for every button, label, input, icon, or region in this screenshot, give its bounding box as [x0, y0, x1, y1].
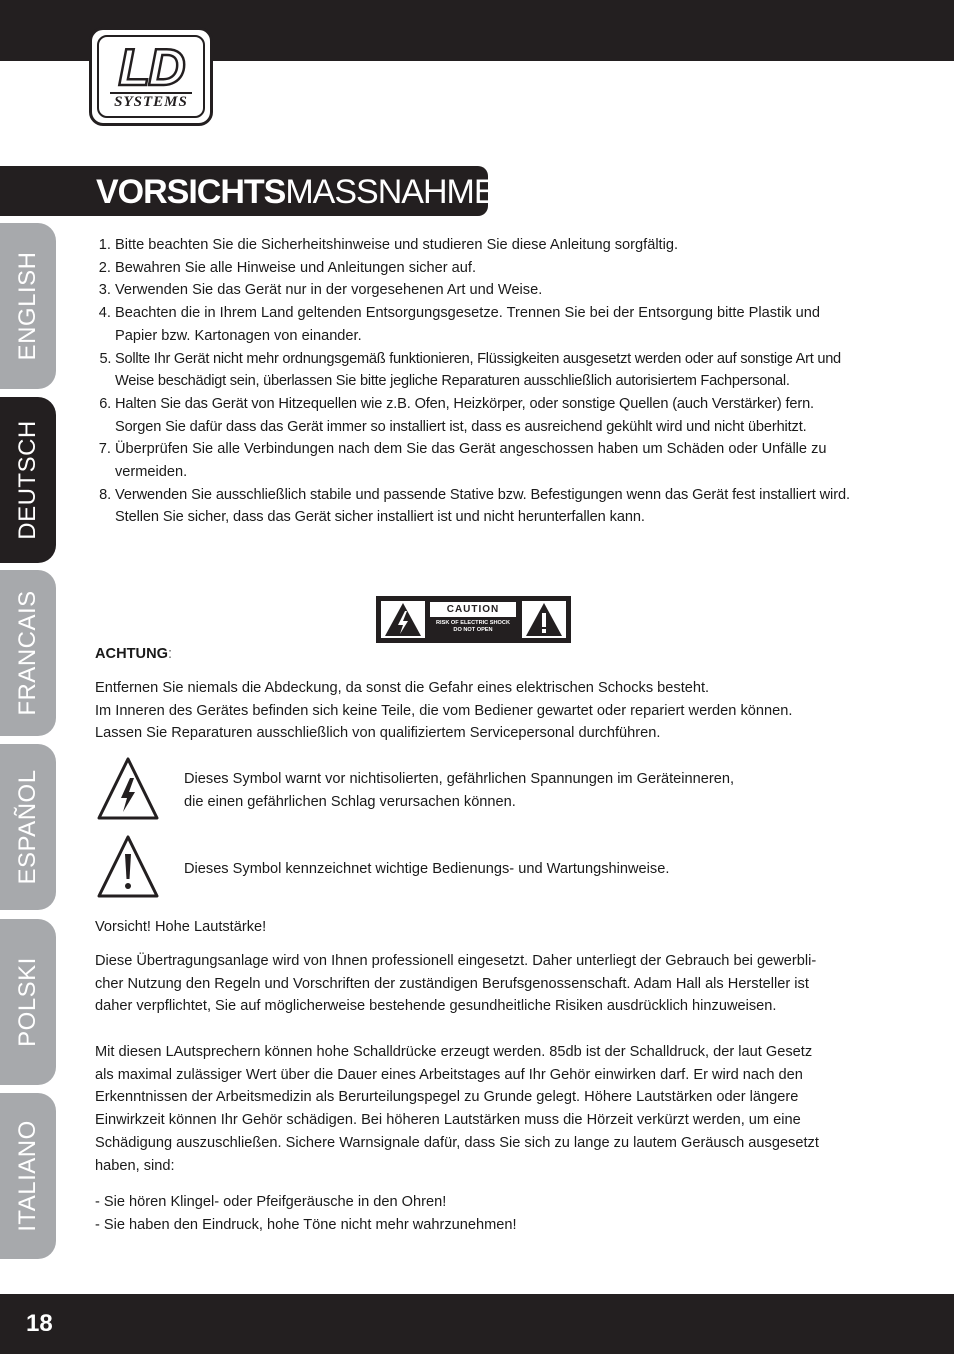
- list-item: 7. Überprüfen Sie alle Verbindungen nach dem Sie das Gerät angeschossen haben um Schäden oder Unfälle zu vermeiden.: [115, 438, 855, 483]
- list-item: 4. Beachten die in Ihrem Land geltenden Entsorgungsgesetze. Trennen Sie bei der Entsorgung bitte Plastik und Papier bzw. Kartonagen von einander.: [115, 302, 855, 347]
- list-item: 5. Sollte Ihr Gerät nicht mehr ordnungsgemäß funktionieren, Flüssigkeiten ausgesetzt werden oder auf sonstige Art und Weise beschädigt sein, überlassen Sie bitte jegliche Reparaturen ausschließlich autorisiertem Fachpersonal.: [115, 348, 855, 393]
- exclamation-warning-icon: [522, 601, 566, 638]
- caution-risk-line2: DO NOT OPEN: [453, 627, 493, 633]
- achtung-label: ACHTUNG: [95, 646, 168, 662]
- warning-signs-list: [95, 1191, 855, 1236]
- volume-paragraph-2: [95, 1041, 855, 1177]
- tab-label: POLSKI: [14, 957, 41, 1047]
- lightning-symbol-text: [184, 768, 824, 813]
- ld-systems-logo: [89, 27, 213, 126]
- caution-risk-line1: RISK OF ELECTRIC SHOCK: [436, 620, 510, 626]
- list-item: - Sie haben den Eindruck, hohe Töne nicht mehr wahrzunehmen!: [95, 1216, 517, 1233]
- tab-espanol[interactable]: [0, 744, 56, 910]
- text-line: Lassen Sie Reparaturen ausschließlich von qualifiziertem Servicepersonal durchführen.: [95, 725, 661, 742]
- text-line: Mit diesen LAutsprechern können hohe Schalldrücke erzeugt werden. 85db ist der Schalldruck, der laut Gesetz: [95, 1044, 813, 1060]
- page-number: 18: [26, 1310, 53, 1337]
- achtung-colon: :: [167, 646, 173, 662]
- caution-label: [376, 596, 571, 643]
- text-line: Schädigung auszuschließen. Sichere Warnsignale dafür, dass Sie sich zu lange zu lautem Geräusch ausgesetzt: [95, 1134, 819, 1151]
- exclamation-symbol-text: Dieses Symbol kennzeichnet wichtige Bedienungs- und Wartungshinweise.: [184, 861, 670, 877]
- text-line: haben, sind:: [95, 1157, 175, 1174]
- list-item: 3. Verwenden Sie das Gerät nur in der vorgesehenen Art und Weise.: [115, 279, 855, 302]
- title-bold: VORSICHTS: [96, 173, 286, 211]
- list-item: 6. Halten Sie das Gerät von Hitzequellen wie z.B. Ofen, Heizkörper, oder sonstige Quellen (auch Verstärker) fern. Sorgen Sie dafür dass das Gerät immer so installiert ist, dass es ausreichend gekühlt wird und nicht überhitzt.: [115, 393, 855, 438]
- caution-title: CAUTION: [430, 602, 516, 617]
- list-item: 2. Bewahren Sie alle Hinweise und Anleitungen sicher auf.: [115, 257, 855, 280]
- text-line: Dieses Symbol warnt vor nichtisolierten, gefährlichen Spannungen im Geräteinneren,: [184, 771, 734, 787]
- tab-francais[interactable]: [0, 570, 56, 736]
- lightning-triangle-icon: [96, 756, 160, 820]
- list-item: 1. Bitte beachten Sie die Sicherheitshinweise und studieren Sie diese Anleitung sorgfältig.: [115, 234, 855, 257]
- text-line: cher Nutzung den Regeln und Vorschriften der zuständigen Berufsgenossenschaft. Adam Hall als Hersteller ist: [95, 975, 809, 992]
- tab-label: ENGLISH: [14, 251, 41, 361]
- text-line: Diese Übertragungsanlage wird von Ihnen professionell eingesetzt. Daher unterliegt der Gebrauch bei gewerbli-: [95, 953, 817, 969]
- title-regular: MASSNAHMEN:: [285, 173, 528, 211]
- tab-italiano[interactable]: [0, 1093, 56, 1259]
- text-line: als maximal zulässiger Wert über die Dauer eines Arbeitstages auf Ihr Gehör einwirken darf. Er wird nach den: [95, 1066, 803, 1083]
- logo-ld-text: LD: [118, 38, 184, 97]
- achtung-heading: [95, 643, 855, 666]
- safety-list-section: [95, 234, 855, 529]
- list-item: - Sie hören Klingel- oder Pfeifgeräusche in den Ohren!: [95, 1194, 447, 1210]
- tab-label: ESPAÑOL: [14, 769, 41, 885]
- page-title: [96, 170, 528, 214]
- text-line: Im Inneren des Gerätes befinden sich keine Teile, die vom Bediener gewartet oder repariert werden können.: [95, 702, 793, 719]
- tab-deutsch[interactable]: [0, 397, 56, 563]
- text-line: die einen gefährlichen Schlag verursachen können.: [184, 793, 516, 810]
- tab-label: FRANCAIS: [14, 590, 41, 716]
- text-line: daher verpflichtet, Sie auf möglicherweise bestehende gesundheitliche Risiken ausdrücklich hinzuweisen.: [95, 998, 777, 1015]
- tab-english[interactable]: [0, 223, 56, 389]
- exclamation-triangle-icon: [96, 834, 160, 898]
- text-line: Einwirkzeit können Ihr Gehör schädigen. Bei höheren Lautstärken muss die Hörzeit verkürzt werden, um eine: [95, 1112, 801, 1129]
- safety-list: [95, 234, 855, 529]
- tab-label: DEUTSCH: [14, 420, 41, 540]
- bottom-bar: [0, 1294, 954, 1354]
- text-line: Erkenntnissen der Arbeitsmedizin als Berurteilungspegel zu Grunde gelegt. Höhere Lautstärken oder längere: [95, 1089, 799, 1106]
- volume-heading: Vorsicht! Hohe Lautstärke!: [95, 919, 267, 935]
- lightning-warning-icon: [381, 601, 425, 638]
- text-line: Entfernen Sie niemals die Abdeckung, da sonst die Gefahr eines elektrischen Schocks besteht.: [95, 680, 710, 696]
- logo-systems-text: SYSTEMS: [110, 92, 192, 110]
- achtung-paragraph: [95, 677, 855, 745]
- tab-label: ITALIANO: [14, 1120, 41, 1232]
- tab-polski[interactable]: [0, 919, 56, 1085]
- list-item: 8. Verwenden Sie ausschließlich stabile und passende Stative bzw. Befestigungen wenn das Gerät fest installiert wird. Stellen Sie sicher, dass das Gerät sicher installiert ist und nicht herunterfallen kann.: [115, 484, 855, 529]
- volume-paragraph-1: [95, 950, 855, 1018]
- caution-risk-text: [430, 620, 516, 634]
